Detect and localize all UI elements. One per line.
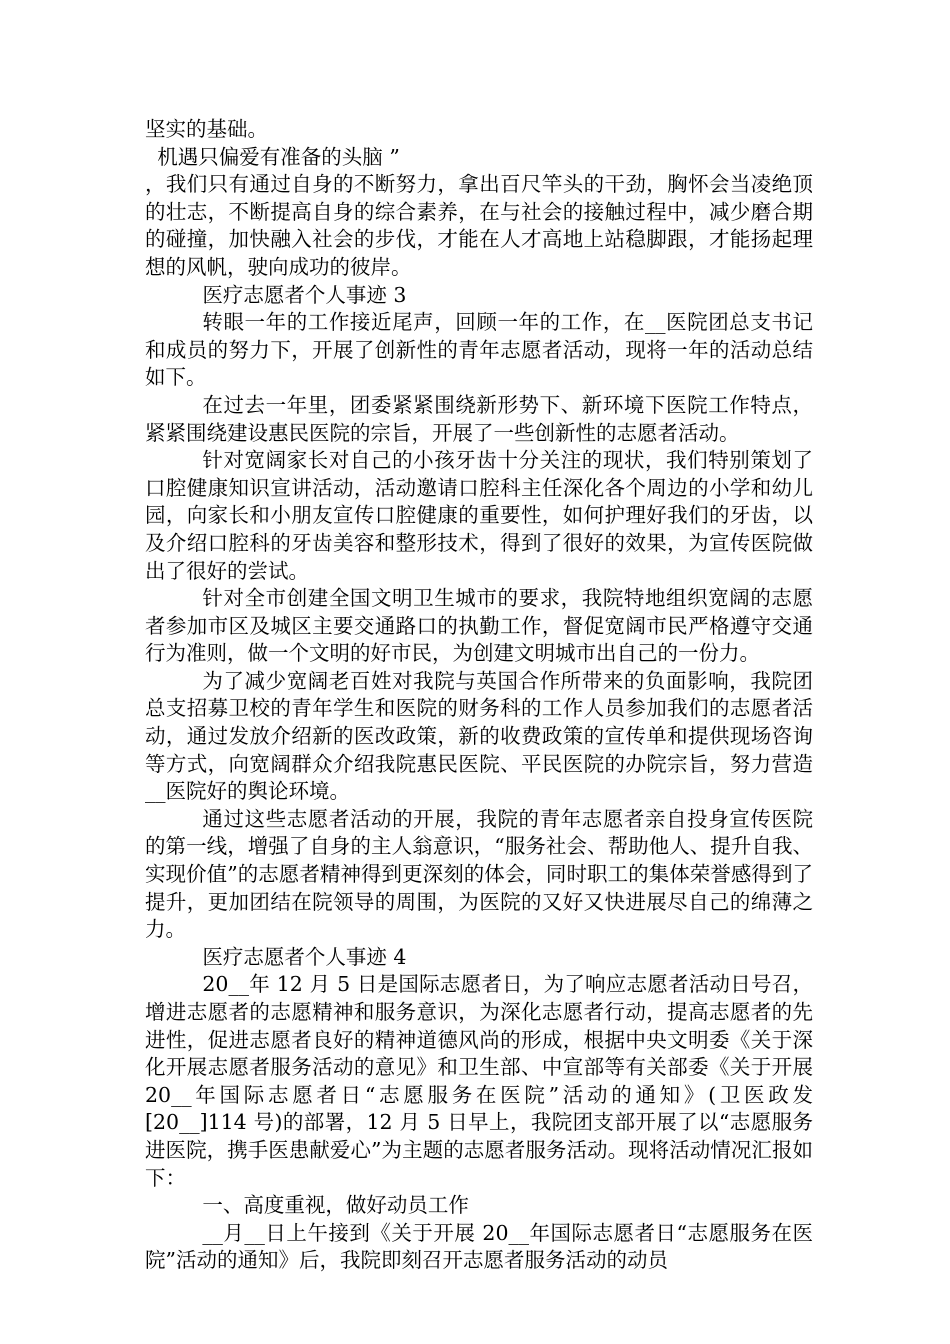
- paragraph-body: 转眼一年的工作接近尾声，回顾一年的工作，在__医院团总支书记和成员的努力下，开展了创新性的青年志愿者活动，现将一年的活动总结如下。: [145, 310, 813, 390]
- document-page: [145, 116, 813, 1275]
- paragraph-body: 为了减少宽阔老百姓对我院与英国合作所带来的负面影响，我院团总支招募卫校的青年学生和医院的财务科的工作人员参加我们的志愿者活动，通过发放介绍新的医改政策，新的收费政策的宣传单和提供现场咨询等方式，向宽阔群众介绍我院惠民医院、平民医院的办院宗旨，努力营造__医院好的舆论环境。: [145, 668, 813, 804]
- section-heading: 医疗志愿者个人事迹 4: [202, 944, 407, 969]
- paragraph-body: 通过这些志愿者活动的开展，我院的青年志愿者亲自投身宣传医院的第一线，增强了自身的主人翁意识，“服务社会、帮助他人、提升自我、实现价值”的志愿者精神得到更深刻的体会，同时职工的集体荣誉感得到了提升，更加团结在院领导的周围，为医院的又好又快进展尽自己的绵薄之力。: [145, 806, 813, 942]
- paragraph-body: __月__日上午接到《关于开展 20__年国际志愿者日“志愿服务在医院”活动的通知》后，我院即刻召开志愿者服务活动的动员: [145, 1220, 813, 1273]
- paragraph-plain: ，我们只有通过自身的不断努力，拿出百尺竿头的干劲，胸怀会当凌绝顶的壮志，不断提高自身的综合素养，在与社会的接触过程中，减少磨合期的碰撞，加快融入社会的步伐，才能在人才高地上站稳脚跟，才能扬起理想的风帆，驶向成功的彼岸。: [145, 172, 813, 279]
- paragraph-body: 20__年 12 月 5 日是国际志愿者日，为了响应志愿者活动日号召，增进志愿者的志愿精神和服务意识，为深化志愿者行动，提高志愿者的先进性，促进志愿者良好的精神道德风尚的形成，根据中央文明委《关于深化开展志愿者服务活动的意见》和卫生部、中宣部等有关部委《关于开展 20__年国际志愿者日“志愿服务在医院”活动的通知》(卫医政发[20__]114 号)的部署，12 月 5 日早上，我院团支部开展了以“志愿服务进医院，携手医患献爱心”为主题的志愿者服务活动。现将活动情况汇报如下：: [145, 972, 813, 1190]
- paragraph-quote: 机遇只偏爱有准备的头脑 ”: [157, 144, 400, 169]
- paragraph-body: 针对宽阔家长对自己的小孩牙齿十分关注的现状，我们特别策划了口腔健康知识宣讲活动，活动邀请口腔科主任深化各个周边的小学和幼儿园，向家长和小朋友宣传口腔健康的重要性，如何护理好我们的牙齿，以及介绍口腔科的牙齿美容和整形技术，得到了很好的效果，为宣传医院做出了很好的尝试。: [145, 448, 813, 583]
- subsection-heading: 一、高度重视，做好动员工作: [202, 1193, 469, 1218]
- paragraph-plain: 坚实的基础。: [145, 117, 268, 141]
- section-heading: 医疗志愿者个人事迹 3: [202, 282, 407, 307]
- paragraph-body: 在过去一年里，团委紧紧围绕新形势下、新环境下医院工作特点，紧紧围绕建设惠民医院的宗旨，开展了一些创新性的志愿者活动。: [145, 392, 813, 445]
- paragraph-body: 针对全市创建全国文明卫生城市的要求，我院特地组织宽阔的志愿者参加市区及城区主要交通路口的执勤工作，督促宽阔市民严格遵守交通行为准则，做一个文明的好市民，为创建文明城市出自己的一份力。: [145, 586, 813, 666]
